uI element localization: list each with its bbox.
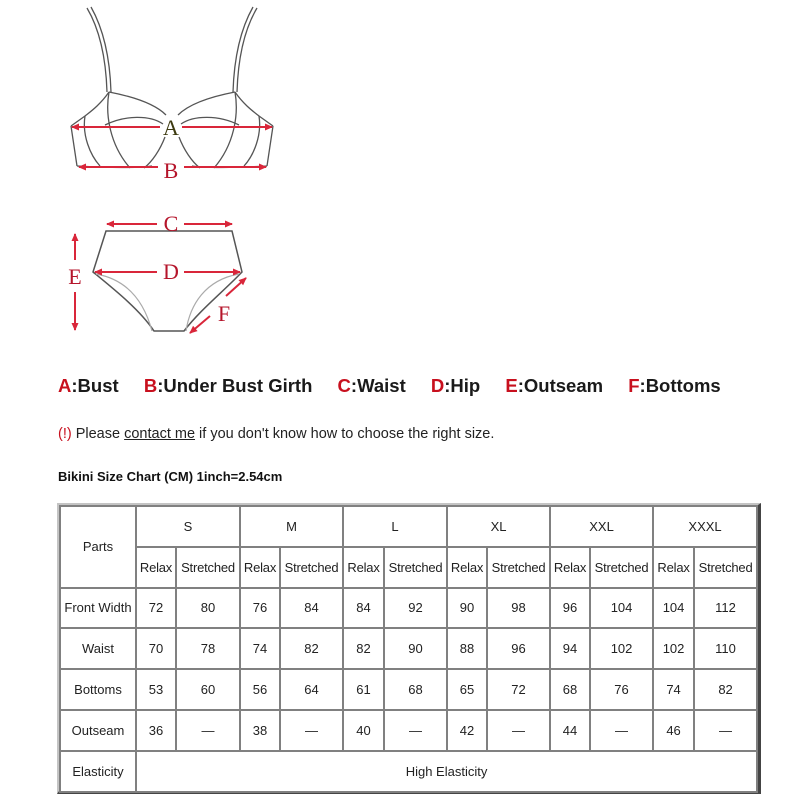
table-cell: — — [384, 710, 447, 751]
table-cell: 112 — [694, 588, 757, 629]
size-header-xl: XL — [447, 506, 550, 547]
size-header-l: L — [343, 506, 447, 547]
table-cell: 61 — [343, 669, 384, 710]
table-cell: 84 — [343, 588, 384, 629]
legend-sep: : — [444, 375, 451, 396]
elasticity-value: High Elasticity — [136, 751, 757, 792]
size-header-xxxl: XXXL — [653, 506, 757, 547]
table-row — [60, 710, 757, 751]
legend-label: Under Bust Girth — [163, 375, 313, 396]
table-cell: 82 — [694, 669, 757, 710]
legend-key: E — [505, 375, 518, 396]
table-row — [60, 588, 757, 629]
table-cell: 82 — [343, 628, 384, 669]
warning-icon: (!) — [58, 426, 72, 442]
table-cell: — — [694, 710, 757, 751]
sub-header-relax: Relax — [653, 547, 694, 588]
table-cell: 102 — [653, 628, 694, 669]
label-c: C — [163, 211, 179, 236]
legend-item-hip — [431, 375, 480, 397]
table-cell: 72 — [136, 588, 176, 629]
size-header-row — [60, 506, 757, 547]
legend-label: Bust — [77, 375, 119, 396]
table-cell: 90 — [447, 588, 487, 629]
legend-key: F — [628, 375, 640, 396]
row-label: Front Width — [60, 588, 136, 629]
legend-item-outseam — [505, 375, 603, 397]
table-cell: 82 — [280, 628, 343, 669]
measurement-legend — [58, 375, 741, 397]
legend-item-bottoms — [628, 375, 721, 397]
table-cell: 78 — [176, 628, 240, 669]
legend-key: A — [58, 375, 72, 396]
sub-header-row — [60, 547, 757, 588]
legend-label: Hip — [450, 375, 481, 396]
size-header-m: M — [240, 506, 343, 547]
row-label: Outseam — [60, 710, 136, 751]
label-b: B — [163, 158, 179, 183]
table-cell: 65 — [447, 669, 487, 710]
sub-header-stretched: Stretched — [694, 547, 757, 588]
sub-header-stretched: Stretched — [176, 547, 240, 588]
size-header-xxl: XXL — [550, 506, 653, 547]
size-chart-table-frame — [57, 503, 761, 794]
table-cell: 88 — [447, 628, 487, 669]
table-cell: 104 — [590, 588, 653, 629]
parts-header: Parts — [60, 506, 136, 588]
table-cell: 96 — [550, 588, 590, 629]
legend-sep: : — [517, 375, 524, 396]
legend-sep: : — [639, 375, 646, 396]
size-chart-title: Bikini Size Chart (CM) 1inch=2.54cm — [58, 469, 283, 484]
legend-key: B — [143, 375, 158, 396]
legend-item-under-bust — [144, 375, 313, 397]
table-cell: 72 — [487, 669, 550, 710]
table-cell: 44 — [550, 710, 590, 751]
row-label: Waist — [60, 628, 136, 669]
table-cell: 92 — [384, 588, 447, 629]
legend-sep: : — [350, 375, 358, 396]
table-cell: 53 — [136, 669, 176, 710]
legend-key: C — [337, 375, 351, 396]
sub-header-relax: Relax — [240, 547, 280, 588]
legend-sep: : — [71, 375, 78, 396]
table-cell: 74 — [240, 628, 280, 669]
row-label: Elasticity — [60, 751, 136, 792]
table-cell: 60 — [176, 669, 240, 710]
table-cell: 84 — [280, 588, 343, 629]
legend-label: Waist — [357, 375, 406, 396]
sub-header-relax: Relax — [447, 547, 487, 588]
table-row — [60, 628, 757, 669]
table-cell: — — [176, 710, 240, 751]
table-cell: 76 — [240, 588, 280, 629]
table-cell: — — [590, 710, 653, 751]
table-cell: 68 — [550, 669, 590, 710]
note-text-before: Please — [71, 426, 125, 442]
contact-me-link[interactable]: contact me — [124, 426, 196, 442]
table-cell: — — [487, 710, 550, 751]
table-cell: 104 — [653, 588, 694, 629]
note-text-after: if you don't know how to choose the right size. — [195, 426, 495, 442]
table-cell: 56 — [240, 669, 280, 710]
legend-sep: : — [157, 375, 164, 396]
legend-label: Bottoms — [645, 375, 721, 396]
size-diagram — [0, 0, 800, 360]
bra-diagram — [71, 7, 273, 168]
elasticity-row — [60, 751, 757, 792]
legend-item-waist — [338, 375, 406, 397]
table-cell: 68 — [384, 669, 447, 710]
table-cell: 76 — [590, 669, 653, 710]
table-cell: 98 — [487, 588, 550, 629]
label-a: A — [163, 115, 179, 140]
table-cell: 42 — [447, 710, 487, 751]
size-header-s: S — [136, 506, 240, 547]
contact-note — [58, 426, 494, 442]
size-chart-table — [59, 505, 758, 793]
sub-header-relax: Relax — [343, 547, 384, 588]
table-cell: 74 — [653, 669, 694, 710]
table-cell: 70 — [136, 628, 176, 669]
table-cell: 38 — [240, 710, 280, 751]
sub-header-relax: Relax — [136, 547, 176, 588]
label-d: D — [163, 259, 179, 284]
table-cell: 94 — [550, 628, 590, 669]
legend-label: Outseam — [523, 375, 604, 396]
table-cell: 40 — [343, 710, 384, 751]
table-cell: 90 — [384, 628, 447, 669]
table-cell: 80 — [176, 588, 240, 629]
label-e: E — [68, 264, 82, 289]
table-cell: 64 — [280, 669, 343, 710]
table-cell: 110 — [694, 628, 757, 669]
table-cell: 96 — [487, 628, 550, 669]
sub-header-stretched: Stretched — [590, 547, 653, 588]
sub-header-stretched: Stretched — [384, 547, 447, 588]
legend-key: D — [430, 375, 445, 396]
sub-header-stretched: Stretched — [280, 547, 343, 588]
sub-header-stretched: Stretched — [487, 547, 550, 588]
table-cell: — — [280, 710, 343, 751]
table-row — [60, 669, 757, 710]
row-label: Bottoms — [60, 669, 136, 710]
table-cell: 102 — [590, 628, 653, 669]
table-cell: 36 — [136, 710, 176, 751]
sub-header-relax: Relax — [550, 547, 590, 588]
table-cell: 46 — [653, 710, 694, 751]
legend-item-bust — [58, 375, 119, 397]
label-f: F — [217, 301, 231, 326]
